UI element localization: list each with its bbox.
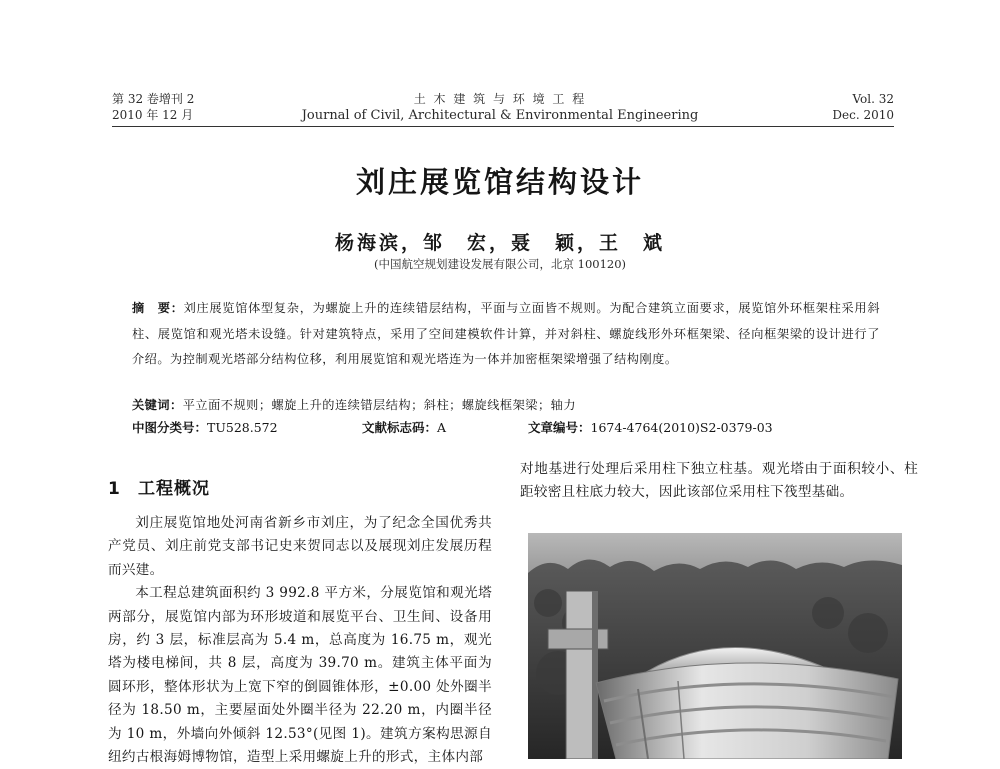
clc-value: TU528.572 (207, 420, 278, 435)
right-column (520, 458, 918, 505)
left-column (108, 512, 492, 769)
figure-1-rendering (528, 533, 902, 759)
doc-code-label: 文献标志码： (362, 420, 438, 435)
journal-name-en: Journal of Civil, Architectural & Environmental Engineering (301, 108, 699, 123)
paragraph-1: 刘庄展览馆地处河南省新乡市刘庄，为了纪念全国优秀共产党员、刘庄前党支部书记史来贺同志以及展现刘庄发展历程而兴建。 (108, 515, 492, 578)
article-no-value: 1674-4764(2010)S2-0379-03 (590, 420, 773, 435)
keywords (132, 396, 576, 413)
paragraph-2: 本工程总建筑面积约 3 992.8 平方米，分展览馆和观光塔两部分，展览馆内部为环形坡道和展览平台、卫生间、设备用房，约 3 层，标准层高为 5.4 m，总高度为 16.75 m，观光塔为楼电梯间，共 8 层，高度为 39.70 m。建筑主体平面为圆环形，整体形状为上宽下窄的倒圆锥体形，±0.00 处外圈半径为 18.50 m，主要屋面处外圈半径为 22.20 m，内圈半径为 10 m，外墙向外倾斜 12.53°(见图 1)。建筑方案构思源自纽约古根海姆博物馆，造型上采用螺旋上升的形式，主体内部 (108, 585, 492, 766)
date-en: Dec. 2010 (832, 108, 894, 122)
author-affiliation: (中国航空规划建设发展有限公司，北京 100120) (373, 257, 627, 271)
volume-en: Vol. 32 (852, 92, 894, 106)
article-no-label: 文章编号： (528, 420, 591, 435)
section-number: 1 (108, 479, 121, 499)
doc-code-value: A (437, 420, 447, 435)
right-paragraph: 对地基进行处理后采用柱下独立柱基。观光塔由于面积较小、柱距较密且柱底力较大，因此该部位采用柱下筏型基础。 (520, 461, 918, 501)
building-rendering-illustration (528, 533, 902, 759)
article-title: 刘庄展览馆结构设计 (355, 165, 644, 199)
article-authors: 杨海滨，邹 宏，聂 颖，王 斌 (334, 232, 665, 254)
clc-label: 中图分类号： (132, 420, 208, 435)
abstract-text: 刘庄展览馆体型复杂，为螺旋上升的连续错层结构，平面与立面皆不规则。为配合建筑立面要求，展览馆外环框架柱采用斜柱、展览馆和观光塔未设缝。针对建筑特点，采用了空间建模软件计算，并对斜柱、螺旋线形外环框架梁、径向框架梁的设计进行了介绍。为控制观光塔部分结构位移，利用展览馆和观光塔连为一体并加密框架梁增强了结构刚度。 (132, 301, 881, 366)
abstract-label: 摘 要： (132, 301, 184, 315)
keywords-text: 平立面不规则；螺旋上升的连续错层结构；斜柱；螺旋线框架梁；轴力 (182, 398, 577, 412)
journal-name-cn: 土 木 建 筑 与 环 境 工 程 (413, 92, 587, 106)
volume-issue: 第 32 卷增刊 2 (112, 92, 195, 106)
abstract (132, 296, 880, 373)
clc-number (132, 418, 278, 436)
header-rule (112, 126, 894, 127)
document-code (362, 418, 446, 436)
section-heading (108, 474, 210, 499)
keywords-label: 关键词： (132, 398, 183, 412)
section-title: 工程概况 (138, 479, 210, 499)
article-number (528, 418, 773, 436)
issue-date: 2010 年 12 月 (112, 108, 194, 122)
